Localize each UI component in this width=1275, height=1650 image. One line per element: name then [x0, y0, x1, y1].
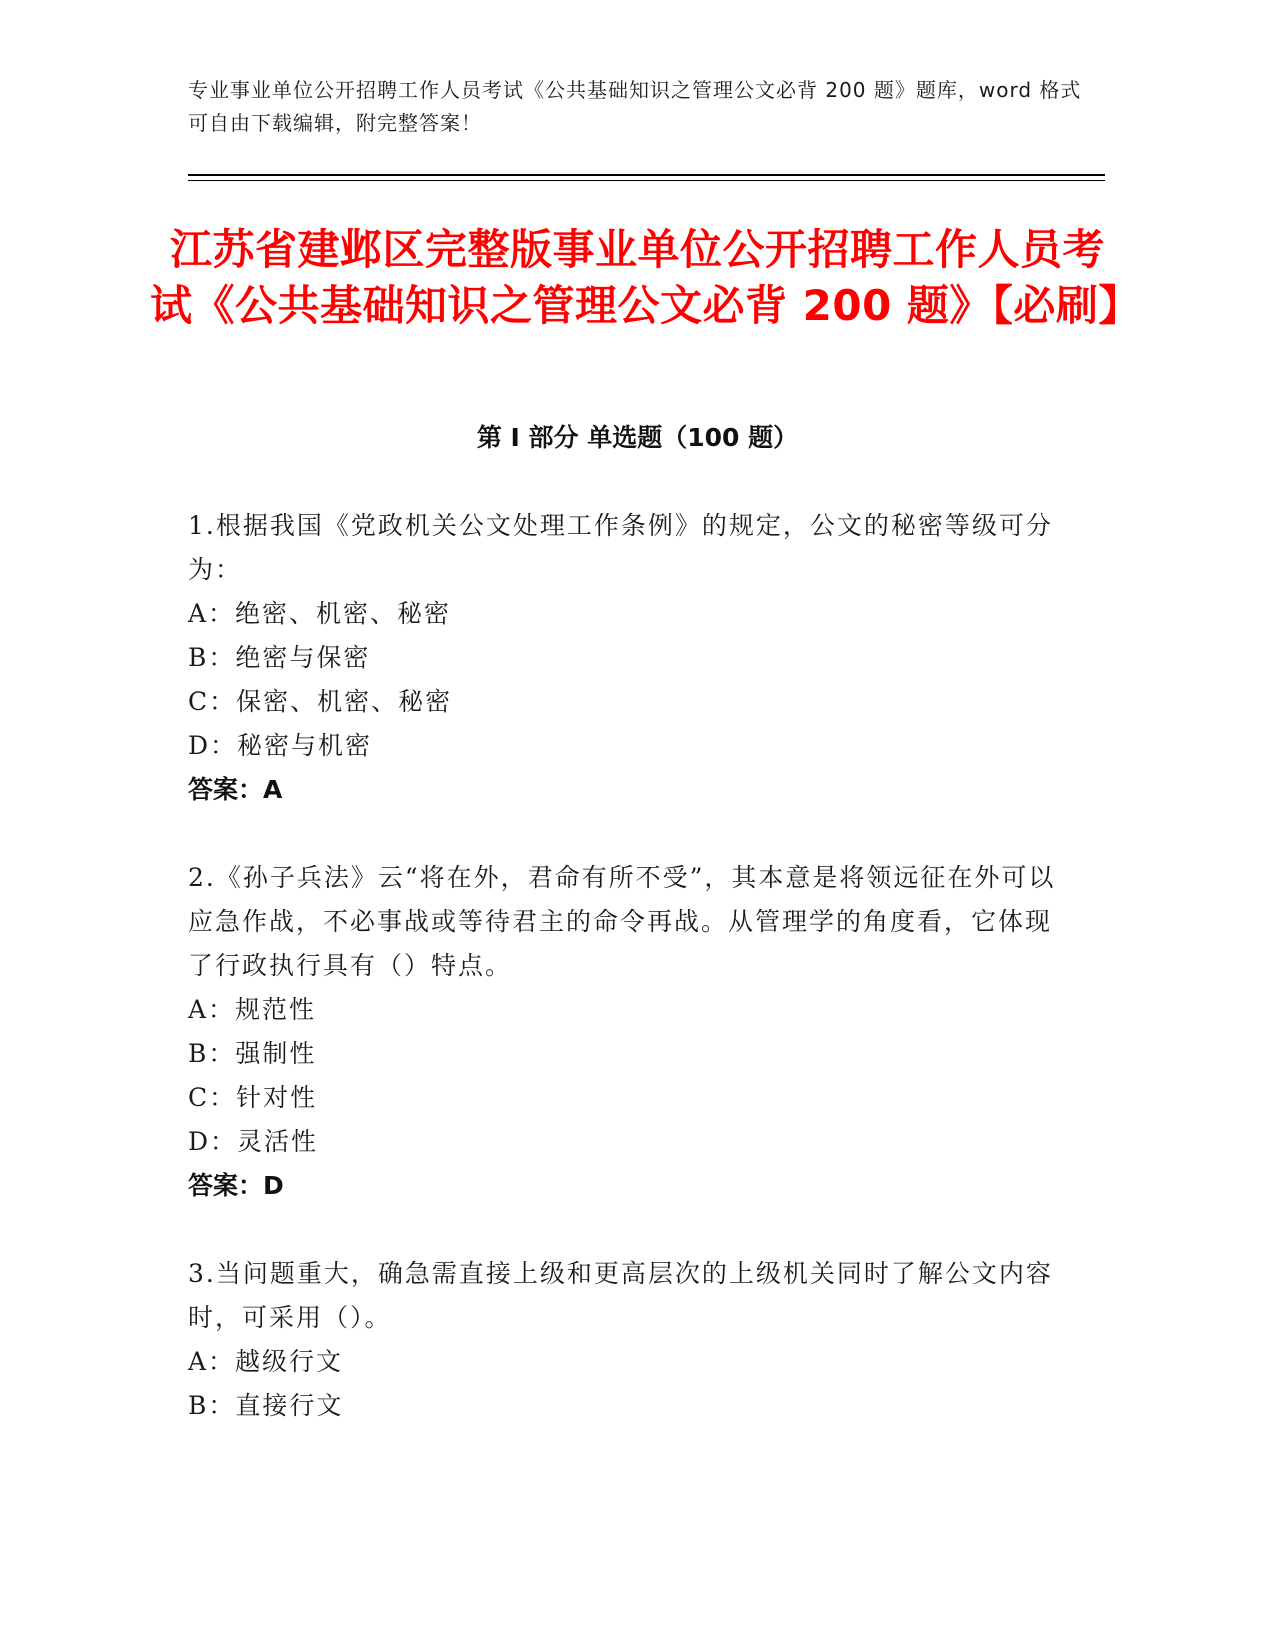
- option-c: C：针对性: [188, 1083, 318, 1112]
- option-a: A：越级行文: [188, 1347, 344, 1376]
- document-title: 江苏省建邺区完整版事业单位公开招聘工作人员考试《公共基础知识之管理公文必背 200 题》【必刷】: [150, 225, 1141, 330]
- question-1: [188, 504, 1068, 812]
- header-divider-thin: [188, 180, 1105, 181]
- option-b: B：强制性: [188, 1039, 317, 1068]
- question-list: [188, 504, 1068, 1472]
- option-d: D：灵活性: [188, 1127, 319, 1156]
- answer: 答案：A: [188, 775, 283, 804]
- section-title: 第 I 部分 单选题（100 题）: [476, 423, 799, 452]
- header-note: 专业事业单位公开招聘工作人员考试《公共基础知识之管理公文必背 200 题》题库，word 格式可自由下载编辑，附完整答案！: [188, 78, 1082, 135]
- option-b: B：直接行文: [188, 1391, 344, 1420]
- option-a: A：绝密、机密、秘密: [188, 599, 452, 628]
- option-b: B：绝密与保密: [188, 643, 371, 672]
- question-stem: 2.《孙子兵法》云“将在外，君命有所不受”，其本意是将领远征在外可以应急作战，不必事战或等待君主的命令再战。从管理学的角度看，它体现了行政执行具有（）特点。: [188, 863, 1056, 980]
- answer: 答案：D: [188, 1171, 284, 1200]
- question-stem: 3.当问题重大，确急需直接上级和更高层次的上级机关同时了解公文内容时，可采用（）。: [188, 1259, 1053, 1332]
- question-3: [188, 1252, 1068, 1428]
- header-divider-thick: [188, 174, 1105, 176]
- question-2: [188, 856, 1068, 1208]
- option-a: A：规范性: [188, 995, 317, 1024]
- option-d: D：秘密与机密: [188, 731, 373, 760]
- option-c: C：保密、机密、秘密: [188, 687, 453, 716]
- question-stem: 1.根据我国《党政机关公文处理工作条例》的规定，公文的秘密等级可分为：: [188, 511, 1053, 584]
